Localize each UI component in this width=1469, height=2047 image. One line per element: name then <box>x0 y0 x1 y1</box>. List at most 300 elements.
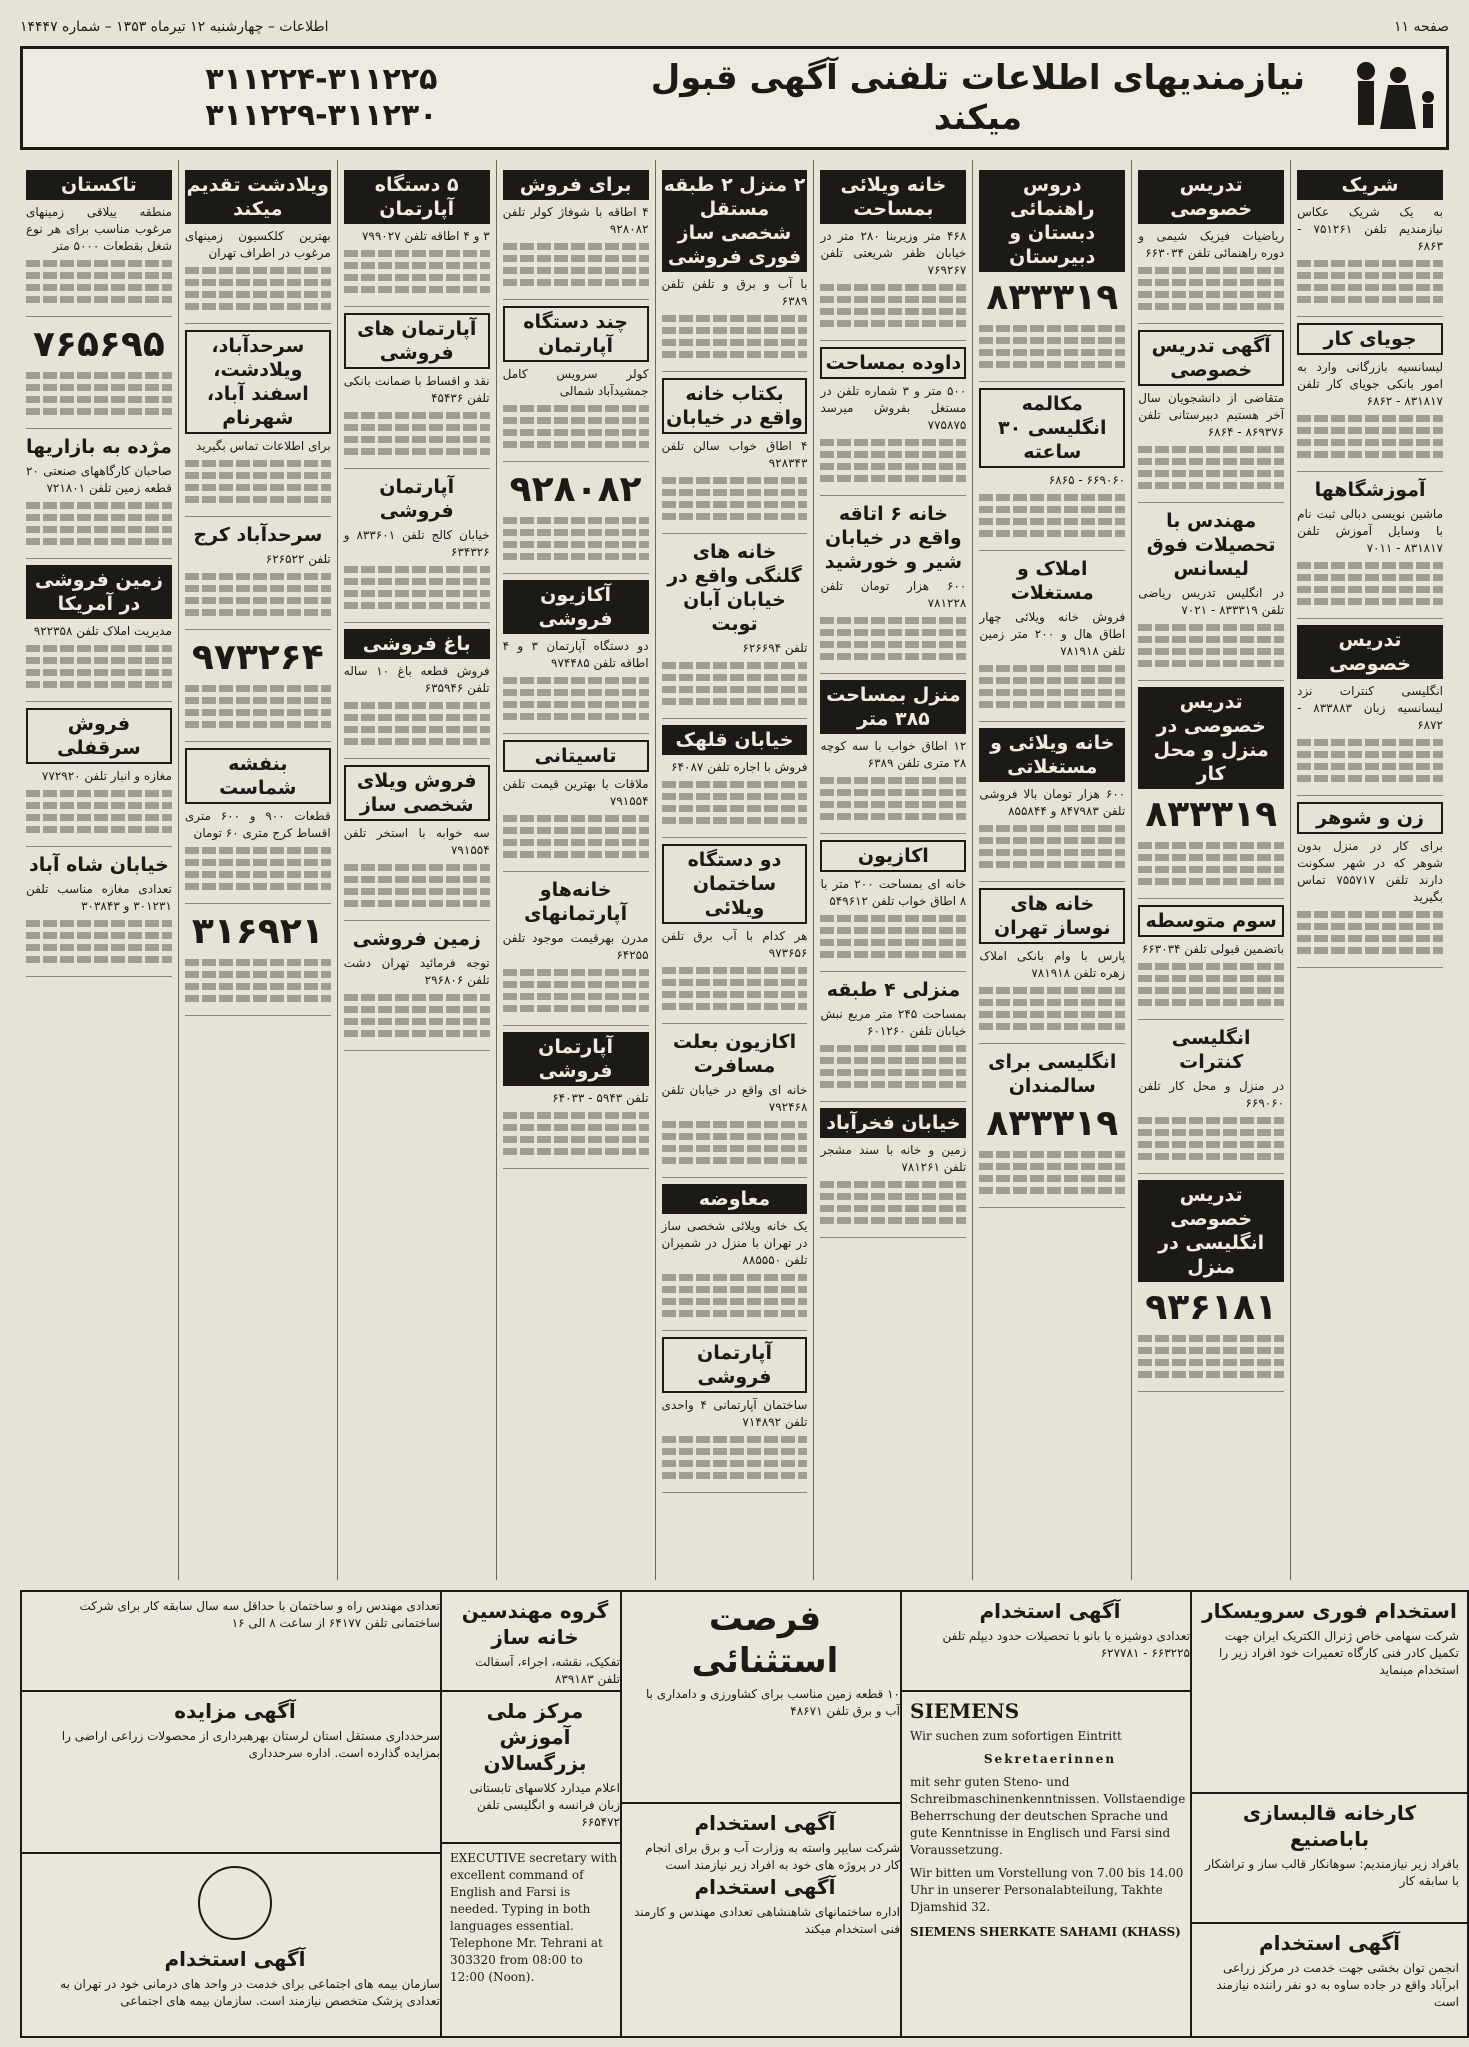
text-lines <box>1297 284 1443 291</box>
text-lines <box>344 424 490 431</box>
text-lines <box>503 815 649 822</box>
classified-ad <box>503 734 649 872</box>
text-lines <box>26 396 172 403</box>
siemens-company: SIEMENS SHERKATE SAHAMI (KHASS) <box>910 1925 1181 1939</box>
text-lines <box>503 993 649 1000</box>
text-lines <box>662 662 808 669</box>
ad-text: یک خانه ویلائی شخصی ساز در تهران با منزل در شمیران تلفن ۸۸۵۵۵۰ <box>661 1219 808 1267</box>
text-lines <box>503 405 649 412</box>
ad-text: متقاضی از دانشجویان سال آخر هستیم دبیرستانی تلفن ۸۶۹۳۷۶ ‐ ۶۸۶۴ <box>1138 391 1285 439</box>
text-lines <box>662 991 808 998</box>
text-lines <box>662 315 808 322</box>
text-lines <box>662 1274 808 1281</box>
text-lines <box>820 813 966 820</box>
ad-phone-number: ۸۳۳۳۱۹ <box>986 277 1119 318</box>
ad-heading: چند دستگاه آپارتمان <box>503 306 649 362</box>
text-lines <box>1297 562 1443 569</box>
text-lines <box>662 489 808 496</box>
classified-ad <box>662 1178 808 1331</box>
classified-ad <box>662 1024 808 1178</box>
classified-ad <box>820 674 966 834</box>
classified-ad <box>26 702 172 847</box>
text-lines <box>26 826 172 833</box>
classified-ad <box>820 341 966 496</box>
classified-column <box>655 160 814 1580</box>
text-lines <box>503 677 649 684</box>
text-lines <box>1138 999 1284 1006</box>
text-lines <box>820 927 966 934</box>
ad-phone-number: ۷۶۵۶۹۵ <box>33 324 165 365</box>
ad-heading: مرکز ملی آموزش بزرگسالان <box>483 1699 587 1775</box>
ad-text: ۴۶۸ متر وزیربنا ۲۸۰ متر در خیابان ظفر شریعتی تلفن ۷۶۹۲۶۷ <box>820 229 967 277</box>
text-lines <box>503 553 649 560</box>
text-lines <box>344 286 490 293</box>
ad-heading: زمین فروشی در آمریکا <box>26 565 172 619</box>
text-lines <box>503 969 649 976</box>
text-lines <box>820 915 966 922</box>
classified-ad <box>344 164 490 307</box>
siemens-position: Sekretaerinnen <box>983 1752 1117 1766</box>
text-lines <box>26 514 172 521</box>
text-lines <box>1138 446 1284 453</box>
ad-text: خیابان کالج تلفن ۸۳۳۶۰۱ و ۶۳۴۳۲۶ <box>343 528 490 559</box>
classified-ad <box>503 164 649 300</box>
ad-text: در انگلیس تدریس ریاضی تلفن ۸۳۳۳۱۹ ‐ ۷۰۲۱ <box>1138 586 1285 617</box>
classified-ad <box>185 517 331 630</box>
ad-text: با آب و برق و تلفن تلفن ۶۳۸۹ <box>661 277 808 308</box>
ad-heading: آگهی استخدام <box>694 1811 836 1835</box>
ad-text: تعدادی دوشیزه یا بانو با تحصیلات حدود دیپلم تلفن ۶۶۳۲۲۵ ‐ ۶۲۷۷۸۱ <box>942 1629 1190 1660</box>
classified-ad <box>979 722 1125 882</box>
ad-heading: فرصت استثنائی <box>691 1599 839 1681</box>
siemens-line: Wir bitten um Vorstellung von 7.00 bis 14.00 Uhr in unserer Personalabteilung, Takhte Djamshid 32. <box>910 1866 1184 1914</box>
text-lines <box>979 325 1125 332</box>
ad-text: فروش با اجاره تلفن ۶۴۰۸۷ <box>671 760 808 774</box>
ad-text: خانه ای بمساحت ۲۰۰ متر با ۸ اطاق خواب تلفن ۵۴۹۶۱۲ <box>820 877 967 908</box>
siemens-brand: SIEMENS <box>910 1699 1020 1723</box>
classified-ad <box>979 551 1125 722</box>
text-lines <box>662 1286 808 1293</box>
text-lines <box>820 1181 966 1188</box>
text-lines <box>820 617 966 624</box>
text-lines <box>662 793 808 800</box>
text-lines <box>979 999 1125 1006</box>
ad-heading: اکازیون <box>820 840 966 872</box>
text-lines <box>662 1133 808 1140</box>
text-lines <box>344 250 490 257</box>
text-lines <box>1297 415 1443 422</box>
ad-text: تلفن ۶۲۶۵۲۲ <box>265 552 331 566</box>
text-lines <box>26 657 172 664</box>
classified-ad <box>1138 1174 1284 1392</box>
text-lines <box>1138 279 1284 286</box>
text-lines <box>662 1472 808 1479</box>
ad-heading: زن و شوهر <box>1297 802 1443 834</box>
classified-ad <box>503 300 649 462</box>
text-lines <box>820 1057 966 1064</box>
text-lines <box>820 939 966 946</box>
text-lines <box>344 994 490 1001</box>
text-lines <box>1297 574 1443 581</box>
text-lines <box>185 697 331 704</box>
text-lines <box>1297 586 1443 593</box>
classified-columns <box>20 160 1449 1580</box>
text-lines <box>1138 636 1284 643</box>
text-lines <box>662 1003 808 1010</box>
text-lines <box>503 689 649 696</box>
classified-ad <box>185 904 331 1016</box>
text-lines <box>1138 1371 1284 1378</box>
text-lines <box>1138 482 1284 489</box>
text-lines <box>26 944 172 951</box>
text-lines <box>1297 296 1443 303</box>
text-lines <box>26 284 172 291</box>
ad-text: انجمن توان بخشی جهت خدمت در مرکز زراعی ابرآباد واقع در جاده ساوه به دو نفر راننده نیازمند است <box>1216 1961 1459 2009</box>
text-lines <box>503 1148 649 1155</box>
ad-heading: ۵ دستگاه آپارتمان <box>344 170 490 224</box>
text-lines <box>662 1121 808 1128</box>
text-lines <box>503 417 649 424</box>
siemens-ad <box>900 1690 1200 2038</box>
text-lines <box>1138 975 1284 982</box>
text-lines <box>503 243 649 250</box>
classified-column <box>1290 160 1449 1580</box>
ad-heading: شریک <box>1297 170 1443 200</box>
text-lines <box>820 951 966 958</box>
text-lines <box>1297 598 1443 605</box>
text-lines <box>185 597 331 604</box>
ad-heading: برای فروش <box>503 170 649 200</box>
text-lines <box>662 698 808 705</box>
ad-text: شرکت سهامی خاص ژنرال الکتریک ایران جهت تکمیل کادر فنی کارگاه تعمیرات خود افراد زیر را استخدام مینماید <box>1219 1629 1459 1677</box>
ad-text: انگلیسی کنترات نزد لیسانسیه زبان ۸۳۳۸۸۳ ‐ ۶۸۷۲ <box>1297 684 1443 732</box>
ad-text: بمساحت ۲۴۵ متر مربع نبش خیابان تلفن ۶۰۱۲۶۰ <box>820 1007 967 1038</box>
ad-heading: انگلیسی برای سالمندان <box>988 1051 1117 1097</box>
text-lines <box>662 686 808 693</box>
classified-ad <box>979 164 1125 382</box>
right-employment-ad <box>1190 1922 1469 2038</box>
text-lines <box>185 279 331 286</box>
text-lines <box>820 1217 966 1224</box>
classified-column <box>20 160 178 1580</box>
classified-ad <box>1138 1020 1284 1174</box>
text-lines <box>344 864 490 871</box>
text-lines <box>1297 775 1443 782</box>
text-lines <box>820 801 966 808</box>
banner-phone-line: ۳۱۱۲۲۹-۳۱۱۲۳۰ <box>205 98 438 133</box>
text-lines <box>1138 458 1284 465</box>
ad-text: فروش خانه ویلائی چهار اطاق هال و ۲۰۰ متر زمین تلفن ۷۸۱۹۱۸ <box>979 610 1126 658</box>
ad-heading: آپارتمان های فروشی <box>344 313 490 369</box>
classified-ad <box>1297 164 1443 317</box>
ad-heading: تدریس خصوصی در منزل و محل کار <box>1138 687 1284 789</box>
text-lines <box>26 538 172 545</box>
text-lines <box>820 1205 966 1212</box>
ad-text: ۶۰۰ هزار تومان تلفن ۷۸۱۲۲۸ <box>820 579 967 610</box>
classified-column <box>1131 160 1290 1580</box>
text-lines <box>662 1460 808 1467</box>
banner-phone-line: ۳۱۱۲۲۴-۳۱۱۲۲۵ <box>205 62 438 97</box>
text-lines <box>185 573 331 580</box>
text-lines <box>820 653 966 660</box>
text-lines <box>344 1006 490 1013</box>
ad-heading: گروه مهندسین خانه ساز <box>461 1599 609 1649</box>
text-lines <box>185 303 331 310</box>
text-lines <box>1138 291 1284 298</box>
text-lines <box>820 1045 966 1052</box>
ad-text: ۶۰۰ هزار تومان بالا فروشی تلفن ۸۴۷۹۸۳ و ۸۵۵۸۴۴ <box>979 787 1126 818</box>
text-lines <box>344 578 490 585</box>
text-lines <box>503 1112 649 1119</box>
ad-heading: خیابان فخرآباد <box>820 1108 966 1138</box>
text-lines <box>662 805 808 812</box>
family-illustration <box>1336 53 1446 143</box>
text-lines <box>820 1069 966 1076</box>
ad-text: باتضمین قبولی تلفن ۶۶۳۰۳۴ <box>1141 942 1285 956</box>
ad-text: زمین و خانه با سند مشجر تلفن ۷۸۱۲۶۱ <box>820 1143 967 1174</box>
ad-heading: آگهی استخدام <box>979 1599 1121 1623</box>
classified-ad <box>26 847 172 977</box>
classified-column <box>972 160 1131 1580</box>
text-lines <box>662 339 808 346</box>
text-lines <box>1138 854 1284 861</box>
ad-heading: تدریس خصوصی انگلیسی در منزل <box>1138 1180 1284 1282</box>
ad-heading: فروش ویلای شخصی ساز <box>344 765 490 821</box>
classified-ad <box>185 742 331 904</box>
text-lines <box>26 272 172 279</box>
text-lines <box>820 777 966 784</box>
ad-heading: سوم متوسطه <box>1138 905 1284 937</box>
text-lines <box>185 496 331 503</box>
text-lines <box>979 701 1125 708</box>
builders-ad <box>440 1590 630 1694</box>
classified-ad <box>820 164 966 341</box>
text-lines <box>979 506 1125 513</box>
text-lines <box>503 1005 649 1012</box>
classified-column <box>178 160 337 1580</box>
text-lines <box>1297 935 1443 942</box>
classified-ad <box>26 317 172 429</box>
ad-text: اعلام میدارد کلاسهای تابستانی زبان فرانسه و انگلیسی تلفن ۶۶۵۴۷۲ <box>469 1781 620 1829</box>
ad-heading: آپارتمان فروشی <box>662 1337 808 1393</box>
text-lines <box>503 839 649 846</box>
ad-text: منطقه ییلاقی زمینهای مرغوب مناسب برای هر نوع شغل بقطعات ۵۰۰۰ متر <box>25 205 172 253</box>
ad-phone-number: ۸۳۳۳۱۹ <box>986 1103 1119 1144</box>
ad-heading: آگهی استخدام <box>1258 1931 1401 1955</box>
ad-text: شرکت سایپر واسته به وزارت آب و برق برای انجام کار در پروژه های خود به افراد زیر نیازمند است <box>645 1841 900 1872</box>
text-lines <box>662 781 808 788</box>
text-lines <box>503 713 649 720</box>
ad-heading: خیابان شاه آباد <box>28 854 169 876</box>
text-lines <box>820 463 966 470</box>
classified-ad <box>662 534 808 719</box>
text-lines <box>185 585 331 592</box>
text-lines <box>820 1193 966 1200</box>
classified-column <box>496 160 655 1580</box>
text-lines <box>979 677 1125 684</box>
ad-heading: منزل بمساحت ۳۸۵ متر <box>820 680 966 734</box>
text-lines <box>344 888 490 895</box>
ad-text: مدیریت املاک تلفن ۹۲۲۳۵۸ <box>33 624 172 638</box>
text-lines <box>820 296 966 303</box>
text-lines <box>1138 648 1284 655</box>
text-lines <box>185 721 331 728</box>
classified-ad <box>820 834 966 972</box>
classified-ad <box>26 429 172 559</box>
ad-heading: بکتاب خانه واقع در خیابان <box>662 378 808 434</box>
text-lines <box>1138 963 1284 970</box>
text-lines <box>344 566 490 573</box>
classified-ad <box>185 324 331 517</box>
page-number: صفحه ۱۱ <box>1393 19 1449 35</box>
ad-text: EXECUTIVE secretary with excellent command of English and Farsi is needed. Typing in both languages essential. Telephone Mr. Tehrani at 303320 from 08:00 to 12:00 (Noon). <box>450 1851 618 1984</box>
text-lines <box>1138 1347 1284 1354</box>
text-lines <box>1138 1117 1284 1124</box>
ad-text: ۳ و ۴ اطاقه تلفن ۷۹۹۰۲۷ <box>361 229 490 243</box>
ad-text: سه خوابه با استخر تلفن ۷۹۱۵۵۴ <box>343 826 490 857</box>
text-lines <box>979 1023 1125 1030</box>
ad-heading: فروش سرقفلی <box>26 708 172 764</box>
ad-text: ۴ اطاق خواب سالن تلفن ۹۲۸۳۴۳ <box>661 439 808 470</box>
ad-heading: اکازیون بعلت مسافرت <box>672 1031 797 1077</box>
ad-heading: دروس راهنمائی دبستان و دبیرستان <box>979 170 1125 272</box>
text-lines <box>979 361 1125 368</box>
ad-text: بافراد زیر نیازمندیم: سوهانکار قالب ساز و تراشکار با سابقه کار <box>1205 1857 1459 1888</box>
ad-text: ۶۶۹۰۶۰ ‐ ۶۸۶۵ <box>1048 473 1126 487</box>
auction-ad <box>20 1690 450 1856</box>
text-lines <box>979 837 1125 844</box>
ad-heading: خانه‌هاو آپارتمانهای <box>524 879 628 925</box>
text-lines <box>344 412 490 419</box>
text-lines <box>26 932 172 939</box>
ad-heading: خانه های نوساز تهران <box>979 888 1125 944</box>
ad-phone-number: ۹۲۸۰۸۲ <box>509 469 642 510</box>
text-lines <box>820 308 966 315</box>
text-lines <box>344 876 490 883</box>
classified-ad <box>185 630 331 742</box>
classified-ad <box>820 496 966 674</box>
text-lines <box>26 669 172 676</box>
text-lines <box>185 484 331 491</box>
text-lines <box>503 1124 649 1131</box>
ad-text: خانه ای واقع در خیابان تلفن ۷۹۲۴۶۸ <box>661 1083 808 1114</box>
ad-heading: داوده بمساحت <box>820 347 966 379</box>
ad-text: سرحدداری مستقل استان لرستان بهرهبرداری از محصولات زراعی اراضی را بمزایده گذارده است. اداره سرحدداری <box>61 1729 440 1760</box>
text-lines <box>979 337 1125 344</box>
text-lines <box>503 701 649 708</box>
page-header <box>20 14 1449 40</box>
executive-secretary-ad <box>440 1842 630 2038</box>
text-lines <box>185 871 331 878</box>
text-lines <box>820 789 966 796</box>
text-lines <box>503 441 649 448</box>
classified-ad <box>503 462 649 574</box>
text-lines <box>503 981 649 988</box>
masthead: اطلاعات – چهارشنبه ۱۲ تیرماه ۱۳۵۳ – شماره ۱۴۴۴۷ <box>20 19 329 35</box>
text-lines <box>26 502 172 509</box>
text-lines <box>26 384 172 391</box>
text-lines <box>26 408 172 415</box>
text-lines <box>503 279 649 286</box>
text-lines <box>26 681 172 688</box>
ad-heading: آگهی مزایده <box>174 1699 296 1723</box>
ad-phone-number: ۸۳۳۳۱۹ <box>1145 794 1278 835</box>
ad-heading: معاوضه <box>662 1184 808 1214</box>
text-lines <box>1138 267 1284 274</box>
ad-heading: مژده به بازاریها <box>25 436 172 458</box>
ad-text: کولر سرویس کامل جمشیدآباد شمالی <box>502 367 649 398</box>
company-employment-ad <box>620 1802 910 2038</box>
text-lines <box>820 475 966 482</box>
text-lines <box>979 530 1125 537</box>
ad-text: نقد و اقساط با ضمانت بانکی تلفن ۴۵۴۳۶ <box>343 374 490 405</box>
ad-heading: آگهی استخدام <box>164 1947 306 1971</box>
text-lines <box>662 817 808 824</box>
text-lines <box>26 645 172 652</box>
text-lines <box>503 429 649 436</box>
classified-ad <box>344 307 490 469</box>
text-lines <box>820 1081 966 1088</box>
ad-text: پارس با وام بانکی املاک زهره تلفن ۷۸۱۹۱۸ <box>979 949 1126 980</box>
ad-heading: باغ فروشی <box>344 629 490 659</box>
text-lines <box>26 790 172 797</box>
text-lines <box>1138 303 1284 310</box>
ad-heading: آپارتمان فروشی <box>503 1032 649 1086</box>
ad-heading: آگهی استخدام <box>694 1875 836 1899</box>
siemens-line: Wir suchen zum sofortigen Eintritt <box>910 1729 1122 1743</box>
text-lines <box>344 602 490 609</box>
text-lines <box>662 1448 808 1455</box>
ad-heading: تاسیتانی <box>503 740 649 772</box>
ad-text: ملاقات با بهترین قیمت تلفن ۷۹۱۵۵۴ <box>502 777 649 808</box>
siemens-line: mit sehr guten Steno- und Schreibmaschinenkenntnissen. Vollstaendige Beherrschung der deutschen Sprache und gute Kenntnisse in Englisch und Farsi sind Voraussetzung. <box>910 1775 1186 1857</box>
text-lines <box>26 814 172 821</box>
text-lines <box>503 517 649 524</box>
classified-ad <box>344 921 490 1051</box>
classified-ad <box>1297 317 1443 472</box>
ad-heading: ویلادشت تقدیم میکند <box>185 170 331 224</box>
text-lines <box>979 689 1125 696</box>
ad-heading: جویای کار <box>1297 323 1443 355</box>
text-lines <box>979 1151 1125 1158</box>
ad-heading: خانه های گلنگی واقع در خیابان آبان توبت <box>667 541 802 635</box>
ad-text: تلفن ۵۹۴۳ ‐ ۶۴۰۳۳ <box>552 1091 649 1105</box>
text-lines <box>1138 878 1284 885</box>
classified-ad <box>979 1044 1125 1208</box>
text-lines <box>26 802 172 809</box>
text-lines <box>1297 923 1443 930</box>
text-lines <box>820 284 966 291</box>
classified-ad <box>503 1026 649 1169</box>
insurance-employment-ad <box>20 1852 450 2038</box>
text-lines <box>820 439 966 446</box>
text-lines <box>1297 751 1443 758</box>
text-lines <box>185 609 331 616</box>
ad-text: اداره ساختمانهای شاهنشاهی تعدادی مهندس و کارمند فنی استخدام میکند <box>634 1905 900 1936</box>
ad-heading: خیابان قلهک <box>662 725 808 755</box>
text-lines <box>662 674 808 681</box>
text-lines <box>26 526 172 533</box>
ad-heading: منزلی ۴ طبقه <box>826 979 961 1001</box>
text-lines <box>26 920 172 927</box>
classified-ad <box>662 719 808 838</box>
text-lines <box>1138 660 1284 667</box>
text-lines <box>979 1011 1125 1018</box>
ad-text: لیسانسیه بازرگانی وارد به امور بانکی جویای کار تلفن ۸۳۱۸۱۷ ‐ ۶۸۶۲ <box>1297 360 1443 408</box>
text-lines <box>185 709 331 716</box>
text-lines <box>503 255 649 262</box>
text-lines <box>1297 763 1443 770</box>
